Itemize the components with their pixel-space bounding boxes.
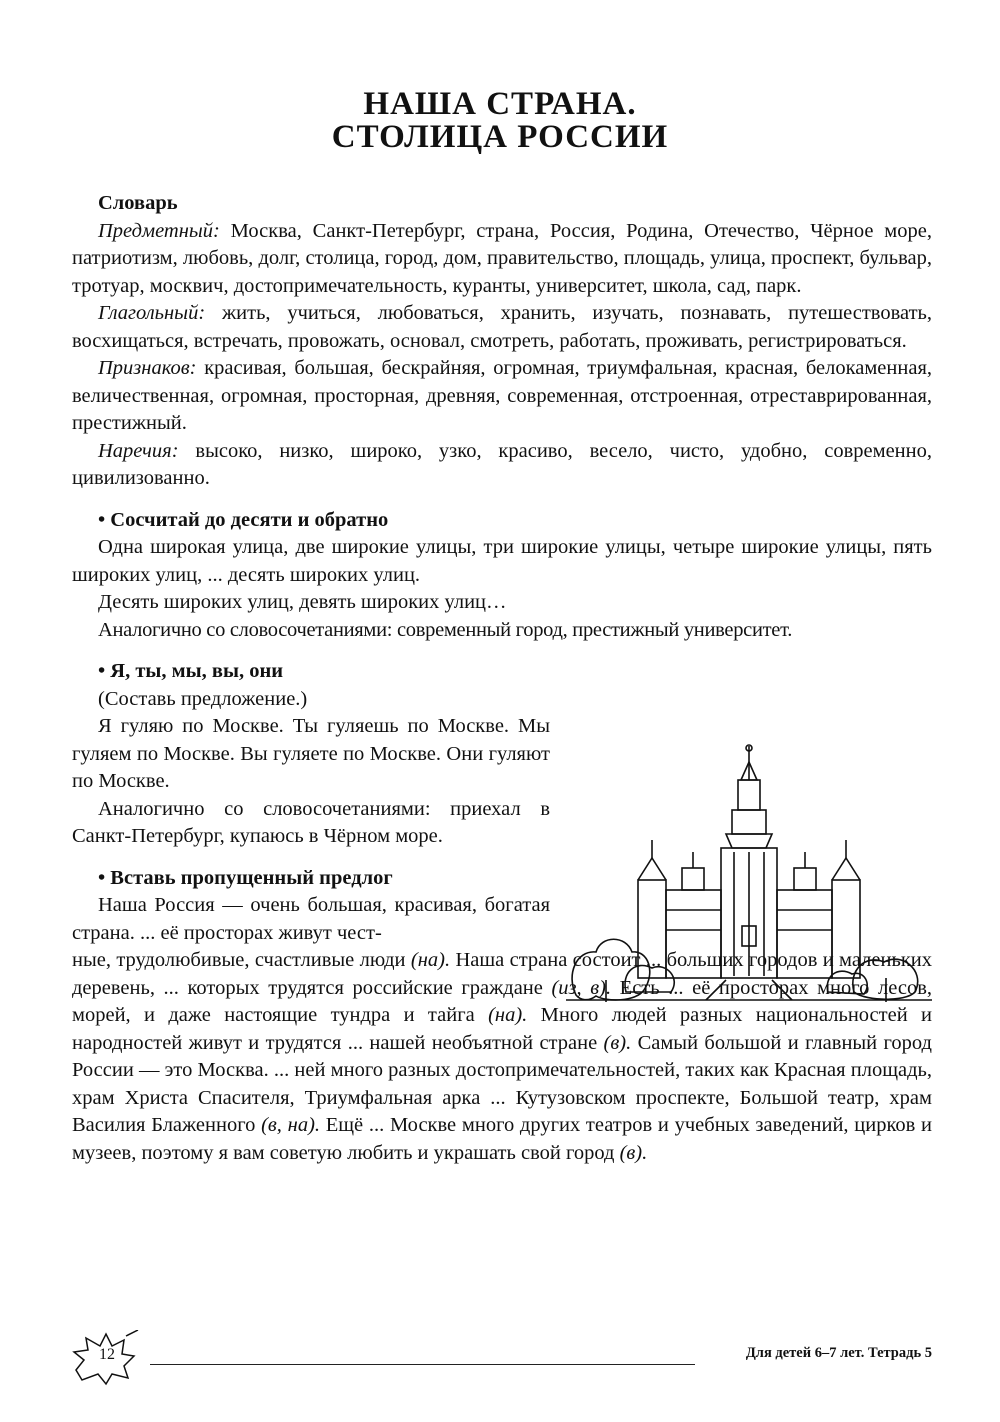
pronoun-line-2: Аналогично со словосочетаниями: приехал в Санкт-Петербург, купаюсь в Чёрном море. <box>72 797 550 847</box>
preposition-hint: (на). <box>488 1004 528 1026</box>
count-line-3: Аналогично со словосочетаниями: современный город, престижный университет. <box>98 618 793 641</box>
page-number: 12 <box>99 1346 115 1363</box>
moscow-university-illustration <box>566 740 932 1002</box>
preposition-hint: (в, на). <box>261 1114 321 1136</box>
vocabulary-entry-label: Наречия: <box>98 439 179 462</box>
preposition-hint: (в). <box>603 1031 632 1054</box>
count-line-2: Десять широких улиц, девять широких улиц… <box>98 591 507 613</box>
vocabulary-entry-label: Предметный: <box>98 219 220 242</box>
footer-series-label: Для детей 6–7 лет. Тетрадь 5 <box>745 1345 932 1361</box>
vocabulary-list <box>72 218 932 493</box>
preposition-hint: (из, в). <box>551 976 612 999</box>
vocabulary-entry-text: красивая, большая, бескрайняя, огромная, триумфальная, красная, белокаменная, величественная, огромная, просторная, древняя, современная, отстроенная, отреставрированная, престижный. <box>72 357 932 434</box>
vocabulary-entry-text: жить, учиться, любоваться, хранить, изучать, познавать, путешествовать, восхищаться, встречать, провожать, основал, смотреть, работать, проживать, регистрироваться. <box>72 302 932 352</box>
vocabulary-entry-label: Глагольный: <box>98 302 206 324</box>
vocabulary-entry <box>72 438 932 493</box>
page-title-line2: СТОЛИЦА РОССИИ <box>331 119 669 155</box>
preposition-text: Самый большой и главный город России — это Москва. ... ней много разных достопримечательностей, таких как Красная площадь, храм Христа Спасителя, Триумфальная арка ... Кутузовском проспекте, Большой театр, храм Василия Блаженного <box>72 1031 932 1136</box>
preposition-text: Много людей разных национальностей и народностей живут и трудятся ... нашей необъятной стране <box>72 1004 932 1054</box>
vocabulary-entry <box>72 355 932 438</box>
vocabulary-entry-text: Москва, Санкт-Петербург, страна, Россия, Родина, Отечество, Чёрное море, патриотизм, любовь, долг, столица, город, дом, правительство, площадь, улица, проспект, бульвар, тротуар, москвич, достопримечательность, куранты, университет, школа, сад, парк. <box>72 219 932 297</box>
vocabulary-entry-label: Признаков: <box>98 357 197 379</box>
vocabulary-entry-text: высоко, низко, широко, узко, красиво, весело, чисто, удобно, современно, цивилизованно. <box>72 439 932 489</box>
footer-divider <box>150 1364 695 1365</box>
preposition-text: Наша страна состоит ... больших городов и маленьких деревень, ... которых трудятся российские граждане <box>72 949 932 999</box>
preposition-hint: (в). <box>619 1141 648 1164</box>
preposition-text-start: Наша Россия — очень большая, красивая, богатая страна. ... её просторах живут чест- <box>72 894 550 944</box>
preposition-section-heading: • Вставь пропущенный предлог <box>98 866 393 889</box>
pronoun-section-heading: • Я, ты, мы, вы, они <box>98 660 284 682</box>
preposition-text: Есть ... её просторах много лесов, морей, и даже настоящие тундра и тайга <box>72 976 932 1026</box>
preposition-text: Ещё ... Москве много других театров и учебных заведений, цирков и музеев, поэтому я вам советую любить и украшать свой город <box>72 1114 932 1164</box>
vocabulary-entry <box>72 300 932 355</box>
pronoun-note: (Составь предложение.) <box>98 687 308 710</box>
vocabulary-heading: Словарь <box>98 192 178 214</box>
preposition-hint: (на). <box>410 949 451 971</box>
pronoun-line-1: Я гуляю по Москве. Ты гуляешь по Москве. Мы гуляем по Москве. Вы гуляете по Москве. Они гуляют по Москве. <box>72 715 550 792</box>
university-building-icon <box>566 740 932 1002</box>
count-line-1: Одна широкая улица, две широкие улицы, три широкие улицы, четыре широкие улицы, пять широких улиц, ... десять широких улиц. <box>72 536 932 586</box>
page-title-line1: НАША СТРАНА. <box>363 86 637 122</box>
vocabulary-entry <box>72 218 932 301</box>
page-content <box>72 190 932 1167</box>
count-section-heading: • Сосчитай до десяти и обратно <box>98 508 389 531</box>
preposition-text: ные, трудолюбивые, счастливые люди <box>72 949 411 971</box>
